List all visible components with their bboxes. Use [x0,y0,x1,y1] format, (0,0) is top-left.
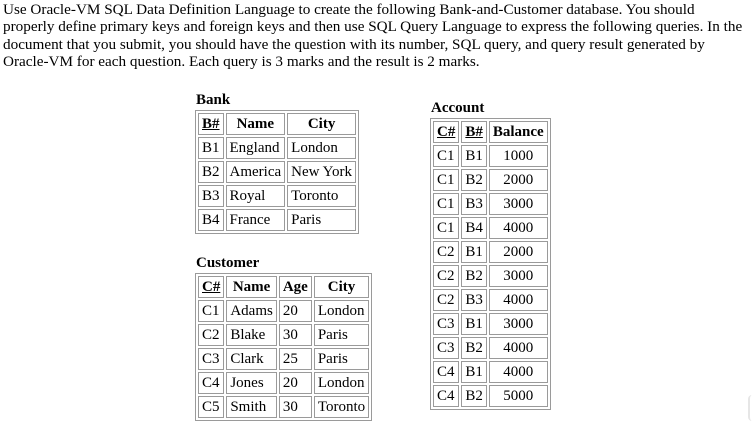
bank-cell-name: Royal [226,185,286,207]
customer-cell-cno: C5 [198,396,224,418]
account-caption: Account [431,100,485,116]
bank-header-name: Name [226,113,286,135]
table-row [198,137,356,159]
bank-cell-city: Toronto [287,185,356,207]
customer-cell-city: London [314,372,369,394]
bank-cell-name: America [226,161,286,183]
bank-cell-city: Paris [287,209,356,231]
customer-cell-age: 25 [279,348,312,370]
customer-cell-age: 20 [279,300,312,322]
bank-cell-city: London [287,137,356,159]
account-cell-cno: C1 [433,217,459,239]
table-row [433,241,548,263]
bank-cell-name: England [226,137,286,159]
account-cell-bno: B1 [461,361,487,383]
customer-header-city: City [314,276,369,298]
bank-cell-bno: B3 [198,185,224,207]
customer-cell-city: London [314,300,369,322]
account-cell-balance: 2000 [489,241,548,263]
customer-caption: Customer [196,255,260,271]
page-edge-shadow [748,395,754,421]
table-row [433,313,548,335]
table-row [433,361,548,383]
account-table [430,118,551,410]
bank-header-bno: B# [198,113,224,135]
account-header-row [433,121,548,143]
bank-cell-bno: B4 [198,209,224,231]
customer-cell-name: Jones [226,372,277,394]
customer-header-row [198,276,369,298]
account-cell-bno: B1 [461,313,487,335]
bank-cell-bno: B1 [198,137,224,159]
customer-cell-age: 20 [279,372,312,394]
bank-table [195,110,359,234]
account-cell-cno: C1 [433,193,459,215]
table-row [433,385,548,407]
customer-cell-cno: C2 [198,324,224,346]
bank-cell-bno: B2 [198,161,224,183]
table-row [433,169,548,191]
customer-header-age: Age [279,276,312,298]
customer-cell-name: Adams [226,300,277,322]
bank-header-row [198,113,356,135]
account-header-balance: Balance [489,121,548,143]
account-cell-balance: 2000 [489,169,548,191]
account-cell-cno: C2 [433,241,459,263]
account-cell-balance: 4000 [489,337,548,359]
customer-cell-city: Toronto [314,396,369,418]
account-cell-cno: C3 [433,313,459,335]
account-cell-balance: 3000 [489,313,548,335]
account-cell-balance: 1000 [489,145,548,167]
customer-cell-cno: C3 [198,348,224,370]
customer-cell-age: 30 [279,324,312,346]
account-cell-bno: B4 [461,217,487,239]
bank-cell-name: France [226,209,286,231]
account-cell-cno: C1 [433,145,459,167]
bank-cell-city: New York [287,161,356,183]
customer-table [195,273,372,421]
account-cell-bno: B2 [461,265,487,287]
account-cell-cno: C3 [433,337,459,359]
table-row [198,372,369,394]
bank-header-city: City [287,113,356,135]
table-row [433,265,548,287]
account-cell-cno: C1 [433,169,459,191]
table-row [433,217,548,239]
bank-caption: Bank [196,92,231,108]
customer-cell-age: 30 [279,396,312,418]
account-header-cno: C# [433,121,459,143]
account-cell-cno: C4 [433,361,459,383]
account-cell-cno: C4 [433,385,459,407]
table-row [198,161,356,183]
customer-cell-cno: C4 [198,372,224,394]
account-cell-balance: 4000 [489,289,548,311]
account-cell-bno: B2 [461,337,487,359]
customer-cell-cno: C1 [198,300,224,322]
customer-header-cno: C# [198,276,224,298]
account-cell-balance: 3000 [489,193,548,215]
account-cell-balance: 4000 [489,361,548,383]
account-cell-bno: B1 [461,241,487,263]
table-row [198,185,356,207]
account-cell-cno: C2 [433,265,459,287]
customer-cell-name: Smith [226,396,277,418]
instructions-paragraph: Use Oracle-VM SQL Data Definition Language to create the following Bank-and-Customer database. You should properly define primary keys and foreign keys and then use SQL Query Language to express the following queries. In the document that you submit, you should have the question with its number, SQL query, and query result generated by Oracle-VM for each question. Each query is 3 marks and the result is 2 marks. [3,1,743,71]
table-row [198,324,369,346]
customer-cell-name: Blake [226,324,277,346]
customer-cell-city: Paris [314,348,369,370]
account-cell-cno: C2 [433,289,459,311]
table-row [198,396,369,418]
table-row [433,145,548,167]
customer-cell-city: Paris [314,324,369,346]
account-cell-bno: B3 [461,289,487,311]
customer-header-name: Name [226,276,277,298]
table-row [433,337,548,359]
account-header-bno: B# [461,121,487,143]
account-cell-bno: B2 [461,385,487,407]
table-row [433,193,548,215]
table-row [433,289,548,311]
table-row [198,209,356,231]
account-cell-balance: 4000 [489,217,548,239]
account-cell-bno: B3 [461,193,487,215]
account-cell-balance: 5000 [489,385,548,407]
table-row [198,348,369,370]
account-cell-balance: 3000 [489,265,548,287]
account-cell-bno: B1 [461,145,487,167]
account-cell-bno: B2 [461,169,487,191]
customer-cell-name: Clark [226,348,277,370]
table-row [198,300,369,322]
